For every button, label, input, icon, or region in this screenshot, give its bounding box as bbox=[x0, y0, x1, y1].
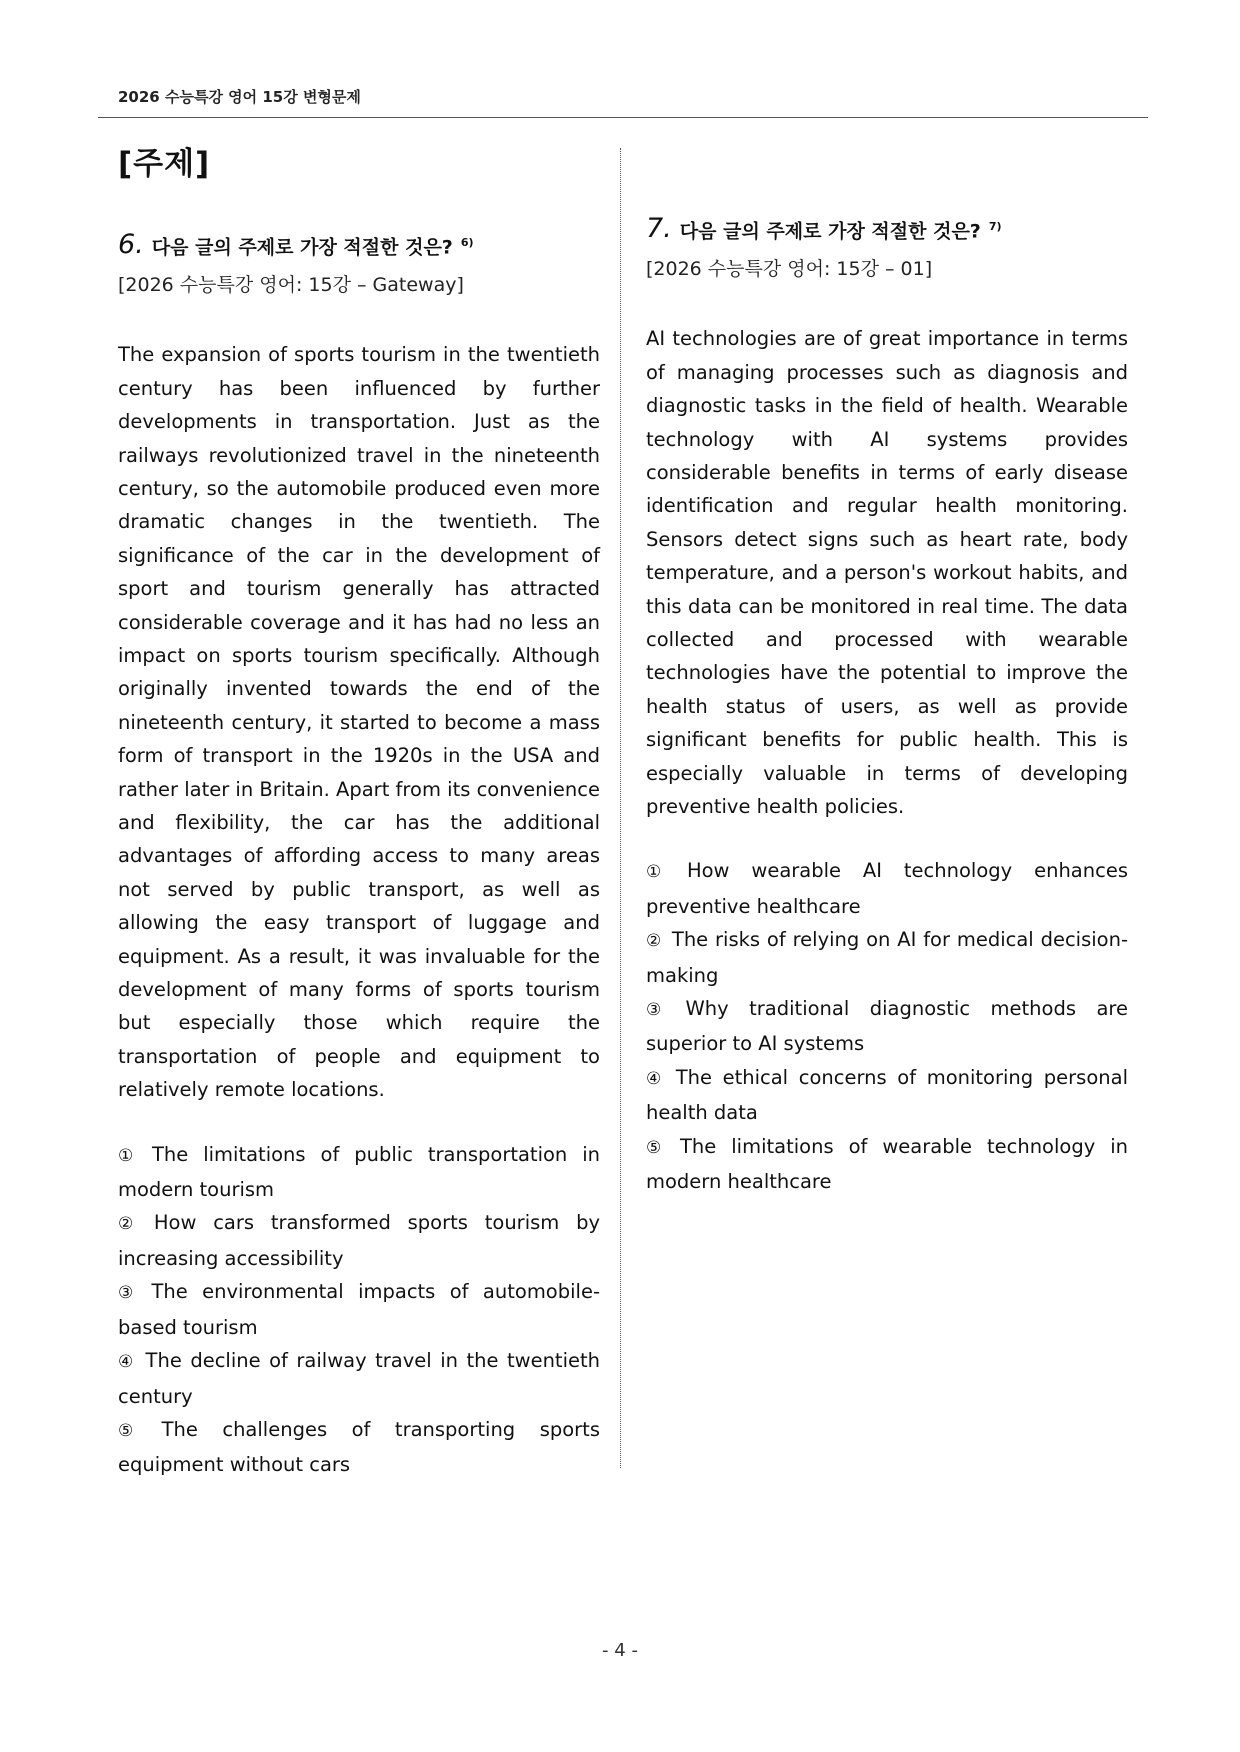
header-divider bbox=[98, 117, 1148, 118]
passage-text: AI technologies are of great importance in terms of managing processes such as diagnosis and diagnostic tasks in the field of health. Wearable technology with AI systems provides considerable benefits in terms of early disease identification and regular health monitoring. Sensors detect signs such as heart rate, body temperature, and a person's workout habits, and this data can be monitored in real time. The data collected and processed with wearable technologies have the potential to improve the health status of users, as well as provide significant benefits for public health. This is especially valuable in terms of developing preventive health policies. bbox=[646, 327, 1128, 819]
answer-option[interactable] bbox=[646, 923, 1128, 992]
option-mark: ① bbox=[646, 862, 677, 883]
option-text: The limitations of wearable technology in modern healthcare bbox=[646, 1134, 1128, 1194]
option-text: How cars transformed sports tourism by increasing accessibility bbox=[118, 1211, 600, 1270]
option-mark: ② bbox=[646, 931, 662, 952]
option-mark: ④ bbox=[646, 1068, 666, 1089]
question-heading bbox=[118, 226, 600, 264]
question-heading bbox=[646, 210, 1128, 248]
footnote-marker: 7) bbox=[988, 220, 1002, 233]
option-text: The environmental impacts of automobile-based tourism bbox=[118, 1280, 600, 1339]
answer-options bbox=[118, 1138, 600, 1482]
page-header: 2026 수능특강 영어 15강 변형문제 bbox=[118, 88, 361, 106]
footnote-marker: 6) bbox=[460, 236, 474, 249]
question-source: [2026 수능특강 영어: 15강 – 01] bbox=[646, 258, 933, 281]
option-text: The decline of railway travel in the twentieth century bbox=[118, 1349, 600, 1408]
question-source: [2026 수능특강 영어: 15강 – Gateway] bbox=[118, 274, 464, 297]
option-text: Why traditional diagnostic methods are superior to AI systems bbox=[646, 997, 1128, 1056]
option-text: The ethical concerns of monitoring personal health data bbox=[646, 1065, 1128, 1125]
option-mark: ④ bbox=[118, 1352, 136, 1373]
option-mark: ③ bbox=[118, 1283, 142, 1304]
question-7 bbox=[646, 210, 1128, 1198]
section-title: [주제] bbox=[118, 146, 211, 182]
answer-option[interactable] bbox=[646, 854, 1128, 923]
passage-text: The expansion of sports tourism in the twentieth century has been influenced by further developments in transportation. Just as the railways revolutionized travel in the nineteenth century, so the automobile produced even more dramatic changes in the twentieth. The significance of the car in the development of sport and tourism generally has attracted considerable coverage and it has had no less an impact on sports tourism specifically. Although originally invented towards the end of the nineteenth century, it started to become a mass form of transport in the 1920s in the USA and rather later in Britain. Apart from its convenience and flexibility, the car has the additional advantages of affording access to many areas not served by public transport, as well as allowing the easy transport of luggage and equipment. As a result, it was invaluable for the development of many forms of sports tourism but especially those which require the transportation of people and equipment to relatively remote locations. bbox=[118, 343, 600, 1102]
question-number: 6. bbox=[118, 229, 144, 261]
answer-option[interactable] bbox=[118, 1344, 600, 1413]
option-mark: ① bbox=[118, 1145, 142, 1166]
option-mark: ② bbox=[118, 1214, 144, 1235]
option-text: The risks of relying on AI for medical decision-making bbox=[646, 928, 1128, 987]
question-6 bbox=[118, 226, 600, 1482]
answer-option[interactable] bbox=[646, 1061, 1128, 1130]
answer-option[interactable] bbox=[118, 1138, 600, 1207]
answer-options bbox=[646, 854, 1128, 1198]
answer-option[interactable] bbox=[118, 1413, 600, 1482]
answer-option[interactable] bbox=[646, 992, 1128, 1061]
option-text: The limitations of public transportation in modern tourism bbox=[118, 1142, 601, 1202]
option-mark: ③ bbox=[646, 1000, 676, 1021]
page-number: - 4 - bbox=[602, 1640, 638, 1661]
answer-option[interactable] bbox=[118, 1275, 600, 1344]
question-prompt: 다음 글의 주제로 가장 적절한 것은? bbox=[679, 220, 981, 243]
question-prompt: 다음 글의 주제로 가장 적절한 것은? bbox=[151, 236, 453, 259]
answer-option[interactable] bbox=[646, 1130, 1128, 1199]
option-text: The challenges of transporting sports equipment without cars bbox=[118, 1417, 600, 1477]
option-text: How wearable AI technology enhances preventive healthcare bbox=[646, 859, 1128, 918]
option-mark: ⑤ bbox=[646, 1137, 671, 1158]
option-mark: ⑤ bbox=[118, 1420, 152, 1441]
answer-option[interactable] bbox=[118, 1206, 600, 1275]
column-divider bbox=[620, 148, 621, 1468]
question-number: 7. bbox=[646, 213, 672, 245]
